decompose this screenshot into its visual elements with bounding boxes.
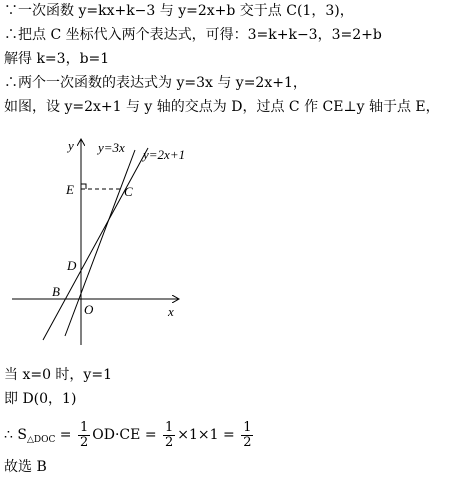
formula-prefix: ∴ S <box>4 427 27 443</box>
text-line-7: 即 D(0，1) <box>4 391 77 407</box>
right-angle-mark <box>81 184 86 189</box>
point-c-label: C <box>124 184 133 199</box>
origin-label: O <box>84 302 94 317</box>
formula-eq1: = <box>55 427 76 443</box>
formula-mid2: ×1×1 = <box>177 427 240 443</box>
x-axis-label: x <box>168 304 174 319</box>
line-y-3x <box>65 150 135 336</box>
fraction-half-3: $\frac{1}{2}$ <box>243 419 252 450</box>
coordinate-graph <box>0 130 200 345</box>
point-d-label: D <box>67 258 77 273</box>
line-y-3x-label: y=3x <box>98 140 125 155</box>
y-axis-label: y <box>68 138 74 153</box>
line-y-2x-plus-1-label: y=2x+1 <box>143 147 186 162</box>
text-line-6: 当 x=0 时，y=1 <box>4 367 112 383</box>
text-line-4: ∴两个一次函数的表达式为 y=3x 与 y=2x+1， <box>4 75 307 91</box>
text-line-5: 如图，设 y=2x+1 与 y 轴的交点为 D，过点 C 作 CE⊥y 轴于点 E， <box>4 99 440 115</box>
text-line-1: ∵一次函数 y=kx+k−3 与 y=2x+b 交于点 C(1，3)， <box>4 3 354 19</box>
point-b-label: B <box>52 284 60 299</box>
point-e-label: E <box>66 182 74 197</box>
text-line-2: ∴把点 C 坐标代入两个表达式，可得：3=k+k−3，3=2+b <box>4 27 382 43</box>
formula-subscript: △DOC <box>26 435 56 445</box>
line-y-2x-plus-1 <box>43 148 148 340</box>
area-formula <box>4 420 255 455</box>
fraction-half-2: $\frac{1}{2}$ <box>165 419 174 450</box>
text-line-3: 解得 k=3，b=1 <box>4 51 110 67</box>
formula-mid: OD·CE = <box>92 427 161 443</box>
fraction-half-1: $\frac{1}{2}$ <box>80 419 89 450</box>
text-line-9: 故选 B <box>4 459 47 475</box>
